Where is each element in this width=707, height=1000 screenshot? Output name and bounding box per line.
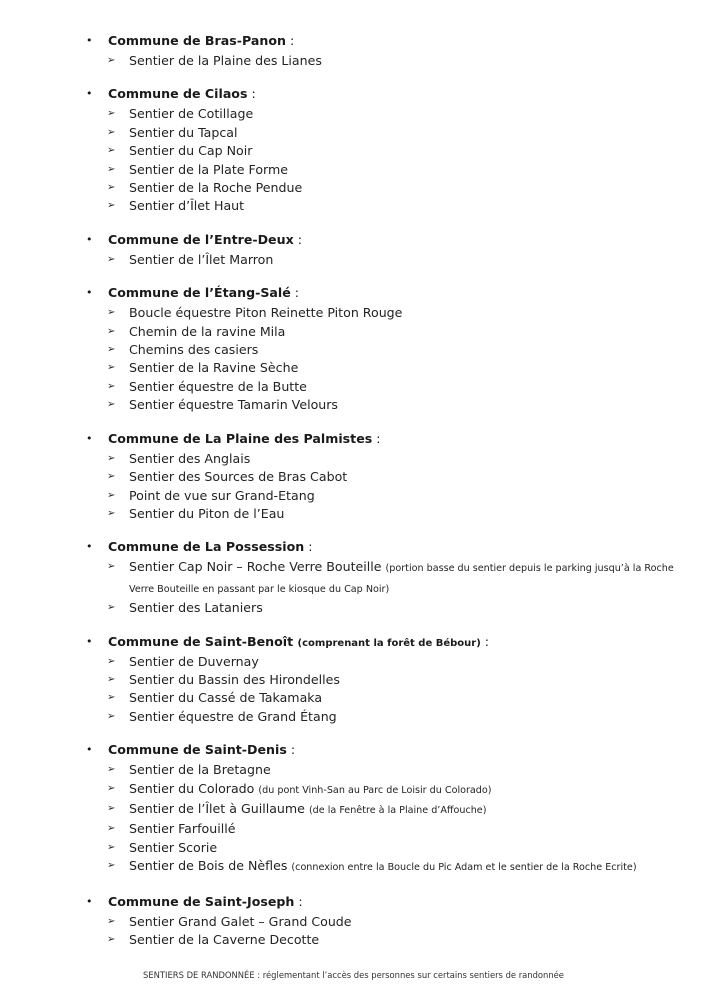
arrow-bullet-icon: ➢	[107, 452, 116, 464]
trail-item	[0, 820, 707, 838]
trail-item	[0, 468, 707, 486]
heading-colon: :	[285, 33, 295, 48]
arrow-bullet-icon: ➢	[107, 489, 116, 501]
trail-item	[0, 857, 707, 877]
arrow-bullet-icon: ➢	[107, 471, 116, 483]
trail-name: Sentier de Duvernay	[129, 653, 259, 669]
heading-colon: :	[480, 633, 490, 649]
bullet-icon: •	[86, 87, 93, 101]
trail-name: Sentier de la Plate Forme	[129, 161, 289, 177]
commune-section	[0, 536, 707, 617]
trail-item	[0, 52, 707, 70]
bullet-icon: •	[86, 634, 93, 648]
trail-name: Sentier Farfouillé	[129, 821, 236, 837]
heading-colon: :	[304, 539, 313, 555]
trail-name: Point de vue sur Grand-Etang	[129, 487, 315, 503]
bullet-icon: •	[86, 34, 93, 47]
heading-colon: :	[294, 893, 303, 909]
heading-colon: :	[286, 742, 296, 758]
trail-item	[0, 396, 707, 414]
trail-item	[0, 780, 707, 800]
arrow-bullet-icon: ➢	[107, 710, 116, 722]
trail-note: (connexion entre la Boucle du Pic Adam et le sentier de la Roche Ecrite)	[291, 862, 637, 874]
trail-item	[0, 142, 707, 160]
bullet-icon: •	[86, 540, 93, 554]
commune-section	[0, 428, 707, 524]
trail-note: (portion basse du sentier depuis le parking jusqu’à la Roche Verre Bouteille en passant par le kiosque du Cap Noir)	[129, 563, 674, 595]
trail-item	[0, 450, 707, 468]
trail-name: Sentier de l’Îlet à Guillaume	[129, 800, 305, 816]
trail-item	[0, 708, 707, 726]
arrow-bullet-icon: ➢	[107, 692, 116, 704]
arrow-bullet-icon: ➢	[107, 841, 116, 853]
trail-list	[0, 913, 707, 950]
arrow-bullet-icon: ➢	[107, 182, 116, 194]
arrow-bullet-icon: ➢	[107, 380, 116, 392]
arrow-bullet-icon: ➢	[107, 55, 116, 66]
arrow-bullet-icon: ➢	[107, 145, 116, 157]
trail-item	[0, 487, 707, 505]
trail-name: Chemins des casiers	[129, 342, 259, 358]
arrow-bullet-icon: ➢	[107, 860, 116, 872]
trail-name: Sentier équestre de Grand Étang	[129, 708, 337, 724]
trail-name: Sentier d’Îlet Haut	[129, 198, 245, 214]
arrow-bullet-icon: ➢	[107, 782, 116, 794]
bullet-icon: •	[86, 286, 93, 300]
heading-colon: :	[372, 430, 381, 446]
trail-item	[0, 251, 707, 269]
trail-name: Sentier Grand Galet – Grand Coude	[129, 913, 352, 929]
trail-name: Sentier du Tapcal	[129, 124, 238, 140]
arrow-bullet-icon: ➢	[107, 764, 116, 776]
commune-heading	[0, 30, 707, 52]
heading-colon: :	[290, 285, 300, 301]
commune-section	[0, 30, 707, 70]
trail-name: Sentier des Anglais	[129, 450, 251, 466]
trail-item	[0, 800, 707, 820]
arrow-bullet-icon: ➢	[107, 307, 116, 319]
commune-name: Commune de l’Étang-Salé	[108, 285, 291, 301]
commune-name: Commune de l’Entre-Deux	[108, 231, 294, 247]
trail-list	[0, 105, 707, 215]
trail-list	[0, 653, 707, 727]
arrow-bullet-icon: ➢	[107, 507, 116, 519]
arrow-bullet-icon: ➢	[107, 802, 116, 814]
arrow-bullet-icon: ➢	[107, 602, 116, 614]
arrow-bullet-icon: ➢	[107, 344, 116, 356]
trail-name: Sentier équestre de la Butte	[129, 378, 307, 394]
trail-item	[0, 689, 707, 707]
trail-list	[0, 52, 707, 70]
commune-section	[0, 83, 707, 215]
page-footer: SENTIERS DE RANDONNÉE : réglementant l’accès des personnes sur certains sentiers de randonnée	[143, 970, 564, 980]
arrow-bullet-icon: ➢	[107, 915, 116, 927]
bullet-icon: •	[86, 232, 93, 246]
trail-item	[0, 341, 707, 359]
arrow-bullet-icon: ➢	[107, 362, 116, 374]
trail-name: Sentier du Piton de l’Eau	[129, 505, 285, 521]
commune-heading	[0, 739, 707, 761]
trail-item	[0, 931, 707, 949]
trail-note: (du pont Vinh-San au Parc de Loisir du Colorado)	[258, 784, 492, 796]
commune-name: Commune de La Possession	[108, 539, 305, 555]
trail-list	[0, 450, 707, 524]
trail-item	[0, 304, 707, 322]
commune-section	[0, 229, 707, 269]
arrow-bullet-icon: ➢	[107, 823, 116, 835]
arrow-bullet-icon: ➢	[107, 934, 116, 945]
trail-name: Chemin de la ravine Mila	[129, 323, 286, 339]
commune-name: Commune de Bras-Panon	[108, 33, 286, 48]
trail-name: Sentier de la Bretagne	[129, 762, 271, 778]
arrow-bullet-icon: ➢	[107, 126, 116, 138]
arrow-bullet-icon: ➢	[107, 399, 116, 411]
trail-name: Boucle équestre Piton Reinette Piton Rouge	[129, 305, 403, 321]
trail-name: Sentier du Cassé de Takamaka	[129, 690, 323, 706]
commune-heading	[0, 282, 707, 304]
trail-name: Sentier de la Roche Pendue	[129, 180, 303, 196]
trail-list	[0, 558, 707, 617]
trail-list	[0, 304, 707, 414]
bullet-icon: •	[86, 431, 93, 445]
bullet-icon: •	[86, 743, 93, 757]
commune-name: Commune de Saint-Denis	[108, 742, 287, 758]
commune-note: (comprenant la forêt de Bébour)	[297, 637, 481, 649]
trail-name: Sentier de Cotillage	[129, 106, 254, 122]
arrow-bullet-icon: ➢	[107, 108, 116, 120]
trail-name: Sentier Cap Noir – Roche Verre Bouteille	[129, 559, 382, 575]
trail-name: Sentier Scorie	[129, 839, 218, 855]
arrow-bullet-icon: ➢	[107, 673, 116, 685]
commune-name: Commune de Saint-Benoît	[108, 633, 294, 649]
commune-name: Commune de Saint-Joseph	[108, 893, 295, 909]
trail-name: Sentier du Bassin des Hirondelles	[129, 671, 340, 687]
trail-name: Sentier du Colorado	[129, 780, 255, 796]
trail-item	[0, 761, 707, 779]
bullet-icon: •	[86, 894, 93, 908]
trail-name: Sentier équestre Tamarin Velours	[129, 397, 338, 413]
commune-heading	[0, 536, 707, 558]
commune-heading	[0, 631, 707, 653]
arrow-bullet-icon: ➢	[107, 253, 116, 265]
heading-colon: :	[247, 86, 256, 102]
trail-name: Sentier de l’Îlet Marron	[129, 251, 274, 267]
commune-section	[0, 631, 707, 727]
trail-item	[0, 505, 707, 523]
arrow-bullet-icon: ➢	[107, 561, 116, 573]
commune-heading	[0, 83, 707, 105]
commune-section	[0, 739, 707, 877]
commune-heading	[0, 891, 707, 913]
trail-name: Sentier de la Caverne Decotte	[129, 932, 320, 947]
trail-name: Sentier du Cap Noir	[129, 143, 253, 159]
commune-section	[0, 282, 707, 414]
trail-item	[0, 913, 707, 931]
trail-item	[0, 599, 707, 617]
trail-item	[0, 179, 707, 197]
trail-item	[0, 359, 707, 377]
arrow-bullet-icon: ➢	[107, 655, 116, 667]
trail-item	[0, 124, 707, 142]
trail-name: Sentier de Bois de Nèfles	[129, 858, 288, 874]
trail-item	[0, 378, 707, 396]
trail-item	[0, 105, 707, 123]
trail-list	[0, 761, 707, 877]
trail-item	[0, 197, 707, 215]
trail-item	[0, 558, 707, 599]
arrow-bullet-icon: ➢	[107, 325, 116, 337]
commune-list	[0, 30, 707, 949]
commune-heading	[0, 229, 707, 251]
trail-name: Sentier des Sources de Bras Cabot	[129, 469, 348, 485]
trail-item	[0, 839, 707, 857]
trail-list	[0, 251, 707, 269]
commune-name: Commune de La Plaine des Palmistes	[108, 430, 373, 446]
document-page	[0, 30, 707, 962]
trail-name: Sentier de la Ravine Sèche	[129, 360, 299, 376]
arrow-bullet-icon: ➢	[107, 163, 116, 175]
trail-name: Sentier des Lataniers	[129, 600, 263, 616]
trail-item	[0, 671, 707, 689]
trail-item	[0, 161, 707, 179]
commune-section	[0, 891, 707, 950]
trail-name: Sentier de la Plaine des Lianes	[129, 53, 322, 68]
trail-item	[0, 653, 707, 671]
commune-name: Commune de Cilaos	[108, 86, 248, 102]
heading-colon: :	[293, 231, 302, 247]
commune-heading	[0, 428, 707, 450]
trail-note: (de la Fenêtre à la Plaine d’Affouche)	[308, 804, 487, 816]
trail-item	[0, 323, 707, 341]
arrow-bullet-icon: ➢	[107, 200, 116, 212]
